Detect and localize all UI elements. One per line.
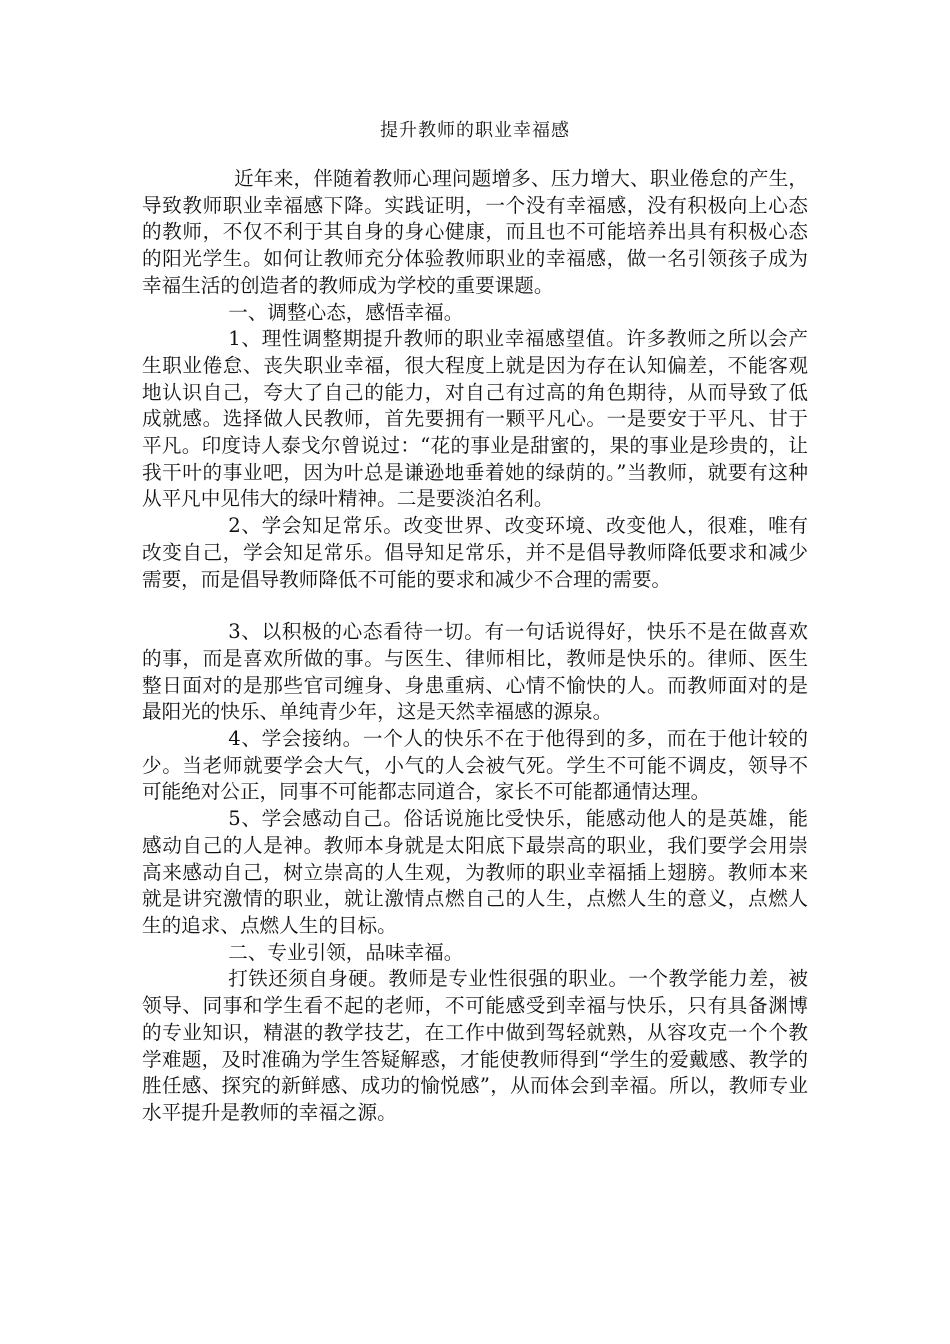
section1-item-5: 5、学会感动自己。俗话说施比受快乐，能感动他人的是英雄，能感动自己的人是神。教师本身就是太阳底下最崇高的职业，我们要学会用崇高来感动自己，树立崇高的人生观，为教师的职业幸福插上翅膀。教师本来就是讲究激情的职业，就让激情点燃自己的人生，点燃人生的意义，点燃人生的追求、点燃人生的目标。	[142, 807, 808, 937]
section-heading-1: 一、调整心态，感悟幸福。	[228, 300, 464, 324]
document-body	[142, 118, 808, 1127]
intro-paragraph: 近年来，伴随着教师心理问题增多、压力增大、职业倦怠的产生，导致教师职业幸福感下降。实践证明，一个没有幸福感，没有积极向上心态的教师，不仅不利于其自身的身心健康，而且也不可能培养出具有积极心态的阳光学生。如何让教师充分体验教师职业的幸福感，做一名引领孩子成为幸福生活的创造者的教师成为学校的重要课题。	[142, 167, 808, 297]
section1-item-4: 4、学会接纳。一个人的快乐不在于他得到的多，而在于他计较的少。当老师就要学会大气，小气的人会被气死。学生不可能不调皮，领导不可能绝对公正，同事不可能都志同道合，家长不可能都通情达理。	[142, 727, 808, 804]
section-heading-2: 二、专业引领，品味幸福。	[228, 940, 464, 964]
section2-paragraph: 打铁还须自身硬。教师是专业性很强的职业。一个教学能力差，被领导、同事和学生看不起的老师，不可能感受到幸福与快乐，只有具备渊博的专业知识，精湛的教学技艺，在工作中做到驾轻就熟，从容攻克一个个教学难题，及时准确为学生答疑解惑，才能使教师得到“学生的爱戴感、教学的胜任感、探究的新鲜感、成功的愉悦感”，从而体会到幸福。所以，教师专业水平提升是教师的幸福之源。	[142, 967, 808, 1124]
section1-item-1: 1、理性调整期提升教师的职业幸福感望值。许多教师之所以会产生职业倦怠、丧失职业幸福，很大程度上就是因为存在认知偏差，不能客观地认识自己，夸大了自己的能力，对自己有过高的角色期待，从而导致了低成就感。选择做人民教师，首先要拥有一颗平凡心。一是要安于平凡、甘于平凡。印度诗人泰戈尔曾说过：“花的事业是甜蜜的，果的事业是珍贵的，让我干叶的事业吧，因为叶总是谦逊地垂着她的绿荫的。”当教师，就要有这种从平凡中见伟大的绿叶精神。二是要淡泊名利。	[142, 327, 808, 511]
section1-item-2: 2、学会知足常乐。改变世界、改变环境、改变他人，很难，唯有改变自己，学会知足常乐。倡导知足常乐，并不是倡导教师降低要求和减少需要，而是倡导教师降低不可能的要求和减少不合理的需要。	[142, 514, 808, 591]
document-title: 提升教师的职业幸福感	[380, 120, 570, 141]
paragraph-spacer	[142, 593, 808, 619]
section1-item-3: 3、以积极的心态看待一切。有一句话说得好，快乐不是在做喜欢的事，而是喜欢所做的事。与医生、律师相比，教师是快乐的。律师、医生整日面对的是那些官司缠身、身患重病、心情不愉快的人。而教师面对的是最阳光的快乐、单纯青少年，这是天然幸福感的源泉。	[142, 620, 808, 724]
